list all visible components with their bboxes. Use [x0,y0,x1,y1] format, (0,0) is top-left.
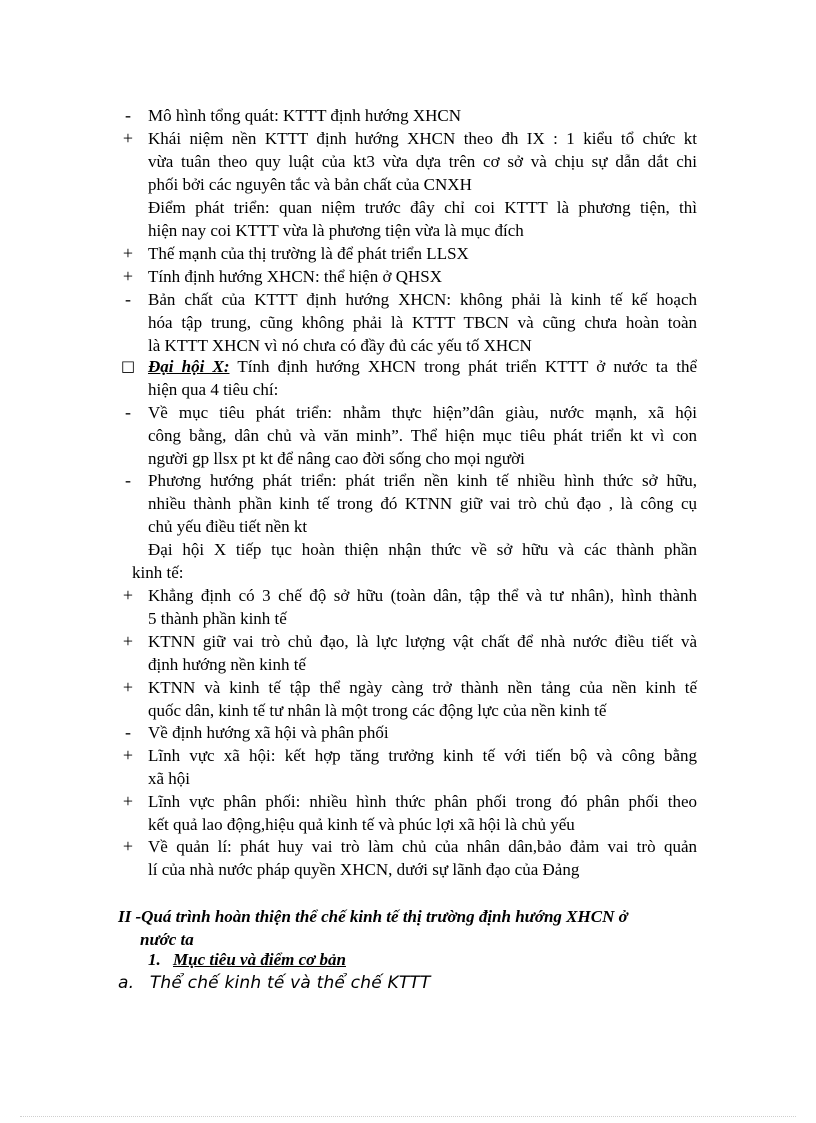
text-line: vừa tuân theo quy luật của kt3 vừa dựa trên cơ sở và chịu sự dẫn dắt chi [148,152,697,171]
list-item-text [148,288,697,357]
text-line: hóa tập trung, cũng không phải là KTTT TBCN và cũng chưa hoàn toàn [148,313,697,332]
text-line: Bản chất của KTTT định hướng XHCN: không phải là kinh tế kế hoạch [148,290,697,309]
text-line: hiện qua 4 tiêu chí: [148,380,279,399]
list-item-text [148,469,697,538]
list-item-text [148,676,697,722]
plus-bullet: + [122,745,134,765]
list-item-text [148,127,697,196]
plus-bullet: + [122,631,134,651]
plus-bullet: + [122,243,134,263]
list-item-text [148,835,697,881]
text-line: Phương hướng phát triển: phát triển nền kinh tế nhiều hình thức sở hữu, [148,471,697,490]
heading-line: nước ta [140,930,194,949]
dash-bullet: - [125,402,131,422]
list-item-text [148,584,697,630]
text-line: Đại hội X tiếp tục hoàn thiện nhận thức về sở hữu và các thành phần [148,540,697,559]
text-line: Về định hướng xã hội và phân phối [148,723,389,742]
list-item-text [148,104,697,127]
paragraph [132,538,697,584]
heading-line: II -Quá trình hoàn thiện thể chế kinh tế thị trường định hướng XHCN ở [118,907,628,926]
text-line: Về quản lí: phát huy vai trò làm chủ của nhân dân,bảo đảm vai trò quản [148,837,697,856]
text-line: Về mục tiêu phát triển: nhằm thực hiện”dân giàu, nước mạnh, xã hội [148,403,697,422]
text-line: định hướng nền kinh tế [148,655,306,674]
text-line: là KTTT XHCN vì nó chưa có đầy đủ các yếu tố XHCN [148,336,532,355]
text-line: xã hội [148,769,191,788]
list-item-text [148,265,697,288]
daihoi-text: Tính định hướng XHCN trong phát triển KTTT ở nước ta thể [229,357,697,376]
text-line: Mô hình tổng quát: KTTT định hướng XHCN [148,106,462,125]
text-line: Thế mạnh của thị trường là để phát triển LLSX [148,244,469,263]
daihoi-label: Đại hội X: [148,357,230,376]
text-line: Khẳng định có 3 chế độ sở hữu (toàn dân, tập thể và tư nhân), hình thành [148,586,697,605]
dash-bullet: - [125,722,131,742]
list-item-text [148,401,697,470]
text-line: chủ yếu điều tiết nền kt [148,517,308,536]
sub-sub-heading [118,972,431,995]
text-line: người gp llsx pt kt để nâng cao đời sống cho mọi người [148,449,525,468]
text-line: nhiều thành phần kinh tế trong đó KTNN giữ vai trò chủ đạo , là công cụ [148,494,697,513]
text-line: KTNN và kinh tế tập thể ngày càng trở thành nền tảng của nền kinh tế [148,678,697,697]
plus-bullet: + [122,128,134,148]
text-line: công bằng, dân chủ và văn minh”. Thể hiện mục tiêu phát triển kt vì con [148,426,697,445]
text-line [148,355,697,378]
sub-heading [148,948,346,971]
text-line: phối bởi các nguyên tắc và bản chất của CNXH [148,175,472,194]
checkbox-square-icon: □ [120,357,136,375]
list-item-text [148,242,697,265]
text-line: 5 thành phần kinh tế [148,609,287,628]
plus-bullet: + [122,836,134,856]
plus-bullet: + [122,677,134,697]
sub-heading-number: 1. [148,950,161,969]
sub-sub-heading-letter: a. [118,973,135,993]
text-line: quốc dân, kinh tế tư nhân là một trong các động lực của nền kinh tế [148,701,607,720]
text-line: Lĩnh vực xã hội: kết hợp tăng trưởng kinh tế với tiến bộ và công bằng [148,746,697,765]
text-line: Lĩnh vực phân phối: nhiều hình thức phân phối trong đó phân phối theo [148,792,697,811]
section-heading [118,905,628,951]
dash-bullet: - [125,289,131,309]
text-line: KTNN giữ vai trò chủ đạo, là lực lượng vật chất để nhà nước điều tiết và [148,632,697,651]
page-footer-divider [20,1116,796,1117]
list-item-text [148,196,697,242]
text-line: Khái niệm nền KTTT định hướng XHCN theo đh IX : 1 kiểu tổ chức kt [148,129,697,148]
list-item-text [148,630,697,676]
list-item-text [148,744,697,790]
list-item-text [148,355,697,401]
plus-bullet: + [122,266,134,286]
text-line: lí của nhà nước pháp quyền XHCN, dưới sự lãnh đạo của Đảng [148,860,580,879]
dash-bullet: - [125,105,131,125]
text-line: Tính định hướng XHCN: thể hiện ở QHSX [148,267,442,286]
list-item-text [148,721,697,744]
text-line: kinh tế: [132,563,184,582]
list-item-text [148,790,697,836]
sub-sub-heading-text: Thể chế kinh tế và thể chế KTTT [149,973,431,993]
text-line: kết quả lao động,hiệu quả kinh tế và phúc lợi xã hội là chủ yếu [148,815,575,834]
plus-bullet: + [122,791,134,811]
text-line: Điểm phát triển: quan niệm trước đây chỉ coi KTTT là phương tiện, thì [148,198,697,217]
text-line: hiện nay coi KTTT vừa là phương tiện vừa là mục đích [148,221,524,240]
plus-bullet: + [122,585,134,605]
sub-heading-text: Mục tiêu và điểm cơ bản [173,950,346,969]
dash-bullet: - [125,470,131,490]
